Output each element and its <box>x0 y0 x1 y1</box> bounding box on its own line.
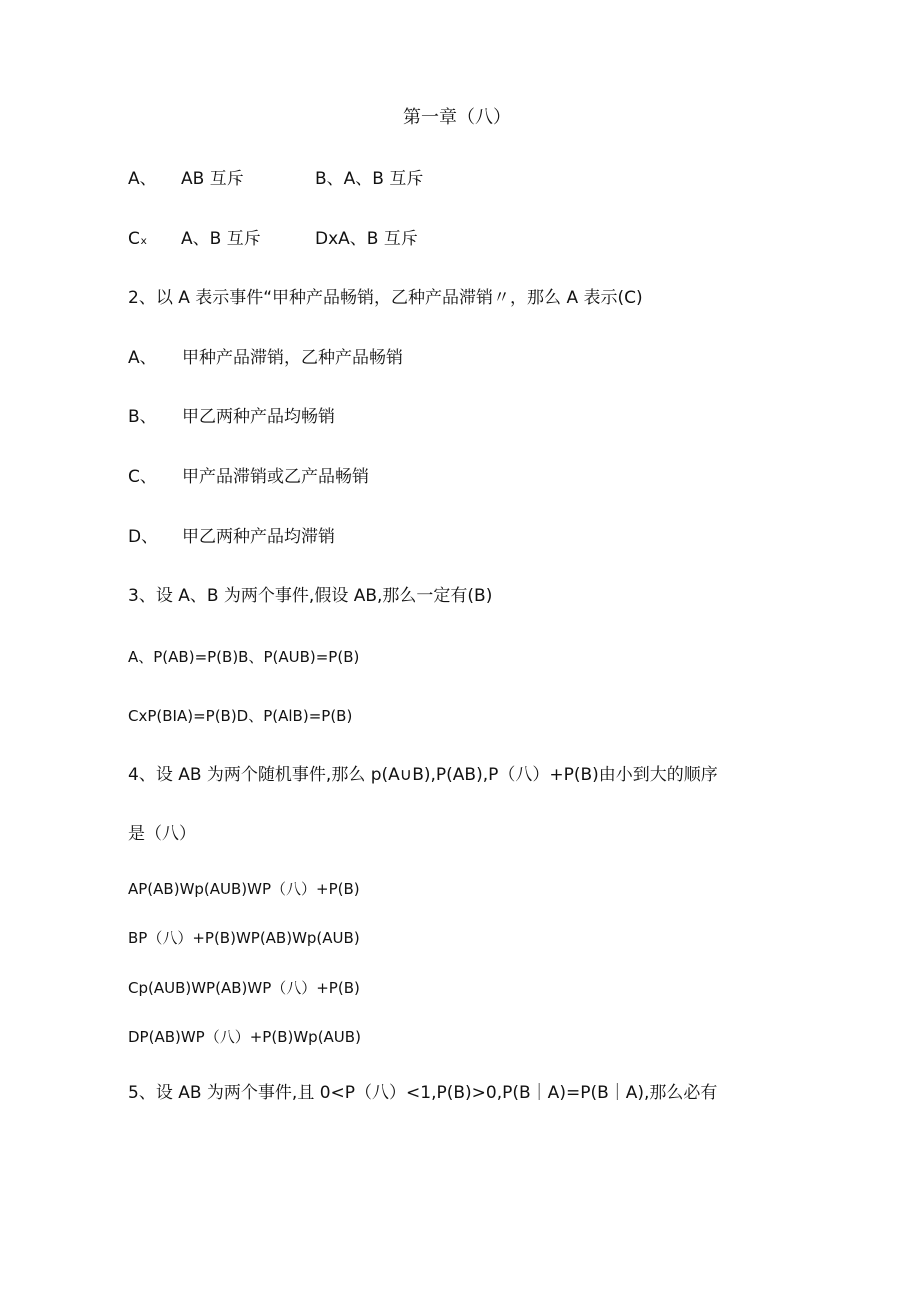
q2-option-b-label: B、 <box>128 407 157 427</box>
q3-stem: 3、设 A、B 为两个事件,假设 AB,那么一定有(B) <box>128 586 493 606</box>
q3-options-line-2: CxP(BIA)=P(B)D、P(AlB)=P(B) <box>128 707 353 725</box>
q1-option-a-label: A、 <box>128 169 157 189</box>
q1-option-a-text: AB 互斥 <box>181 169 244 189</box>
q2-option-a-label: A、 <box>128 348 157 368</box>
q2-option-d-text: 甲乙两种产品均滞销 <box>182 527 335 547</box>
q1-option-c-text: A、B 互斥 <box>181 229 261 249</box>
q4-option-b: BP（八）+P(B)WP(AB)Wp(AUB) <box>128 929 360 947</box>
q2-option-d-label: D、 <box>128 527 159 547</box>
q1-option-c-label: Cₓ <box>128 229 148 249</box>
q4-option-a: AP(AB)Wp(AUB)WP（八）+P(B) <box>128 880 360 898</box>
q4-stem-continued: 是（八） <box>128 824 196 844</box>
q4-option-c: Cp(AUB)WP(AB)WP（八）+P(B) <box>128 979 360 997</box>
q4-stem: 4、设 AB 为两个随机事件,那么 p(A∪B),P(AB),P（八）+P(B)由小到大的顺序 <box>128 765 718 785</box>
q2-option-b-text: 甲乙两种产品均畅销 <box>182 407 335 427</box>
chapter-title: 第一章（八） <box>403 107 511 128</box>
q5-stem: 5、设 AB 为两个事件,且 0<P（八）<1,P(B)>0,P(B｜A)=P(B｜A),那么必有 <box>128 1083 718 1103</box>
q3-options-line-1: A、P(AB)=P(B)B、P(AUB)=P(B) <box>128 648 360 666</box>
q1-option-b-text: B、A、B 互斥 <box>315 169 424 189</box>
q2-option-c-text: 甲产品滞销或乙产品畅销 <box>182 467 369 487</box>
q2-stem: 2、以 A 表示事件“甲种产品畅销，乙种产品滞销〃，那么 A 表示(C) <box>128 288 643 308</box>
q1-option-d-text: DxA、B 互斥 <box>315 229 418 249</box>
q4-option-d: DP(AB)WP（八）+P(B)Wp(AUB) <box>128 1028 361 1046</box>
q2-option-c-label: C、 <box>128 467 157 487</box>
q2-option-a-text: 甲种产品滞销，乙种产品畅销 <box>182 348 403 368</box>
